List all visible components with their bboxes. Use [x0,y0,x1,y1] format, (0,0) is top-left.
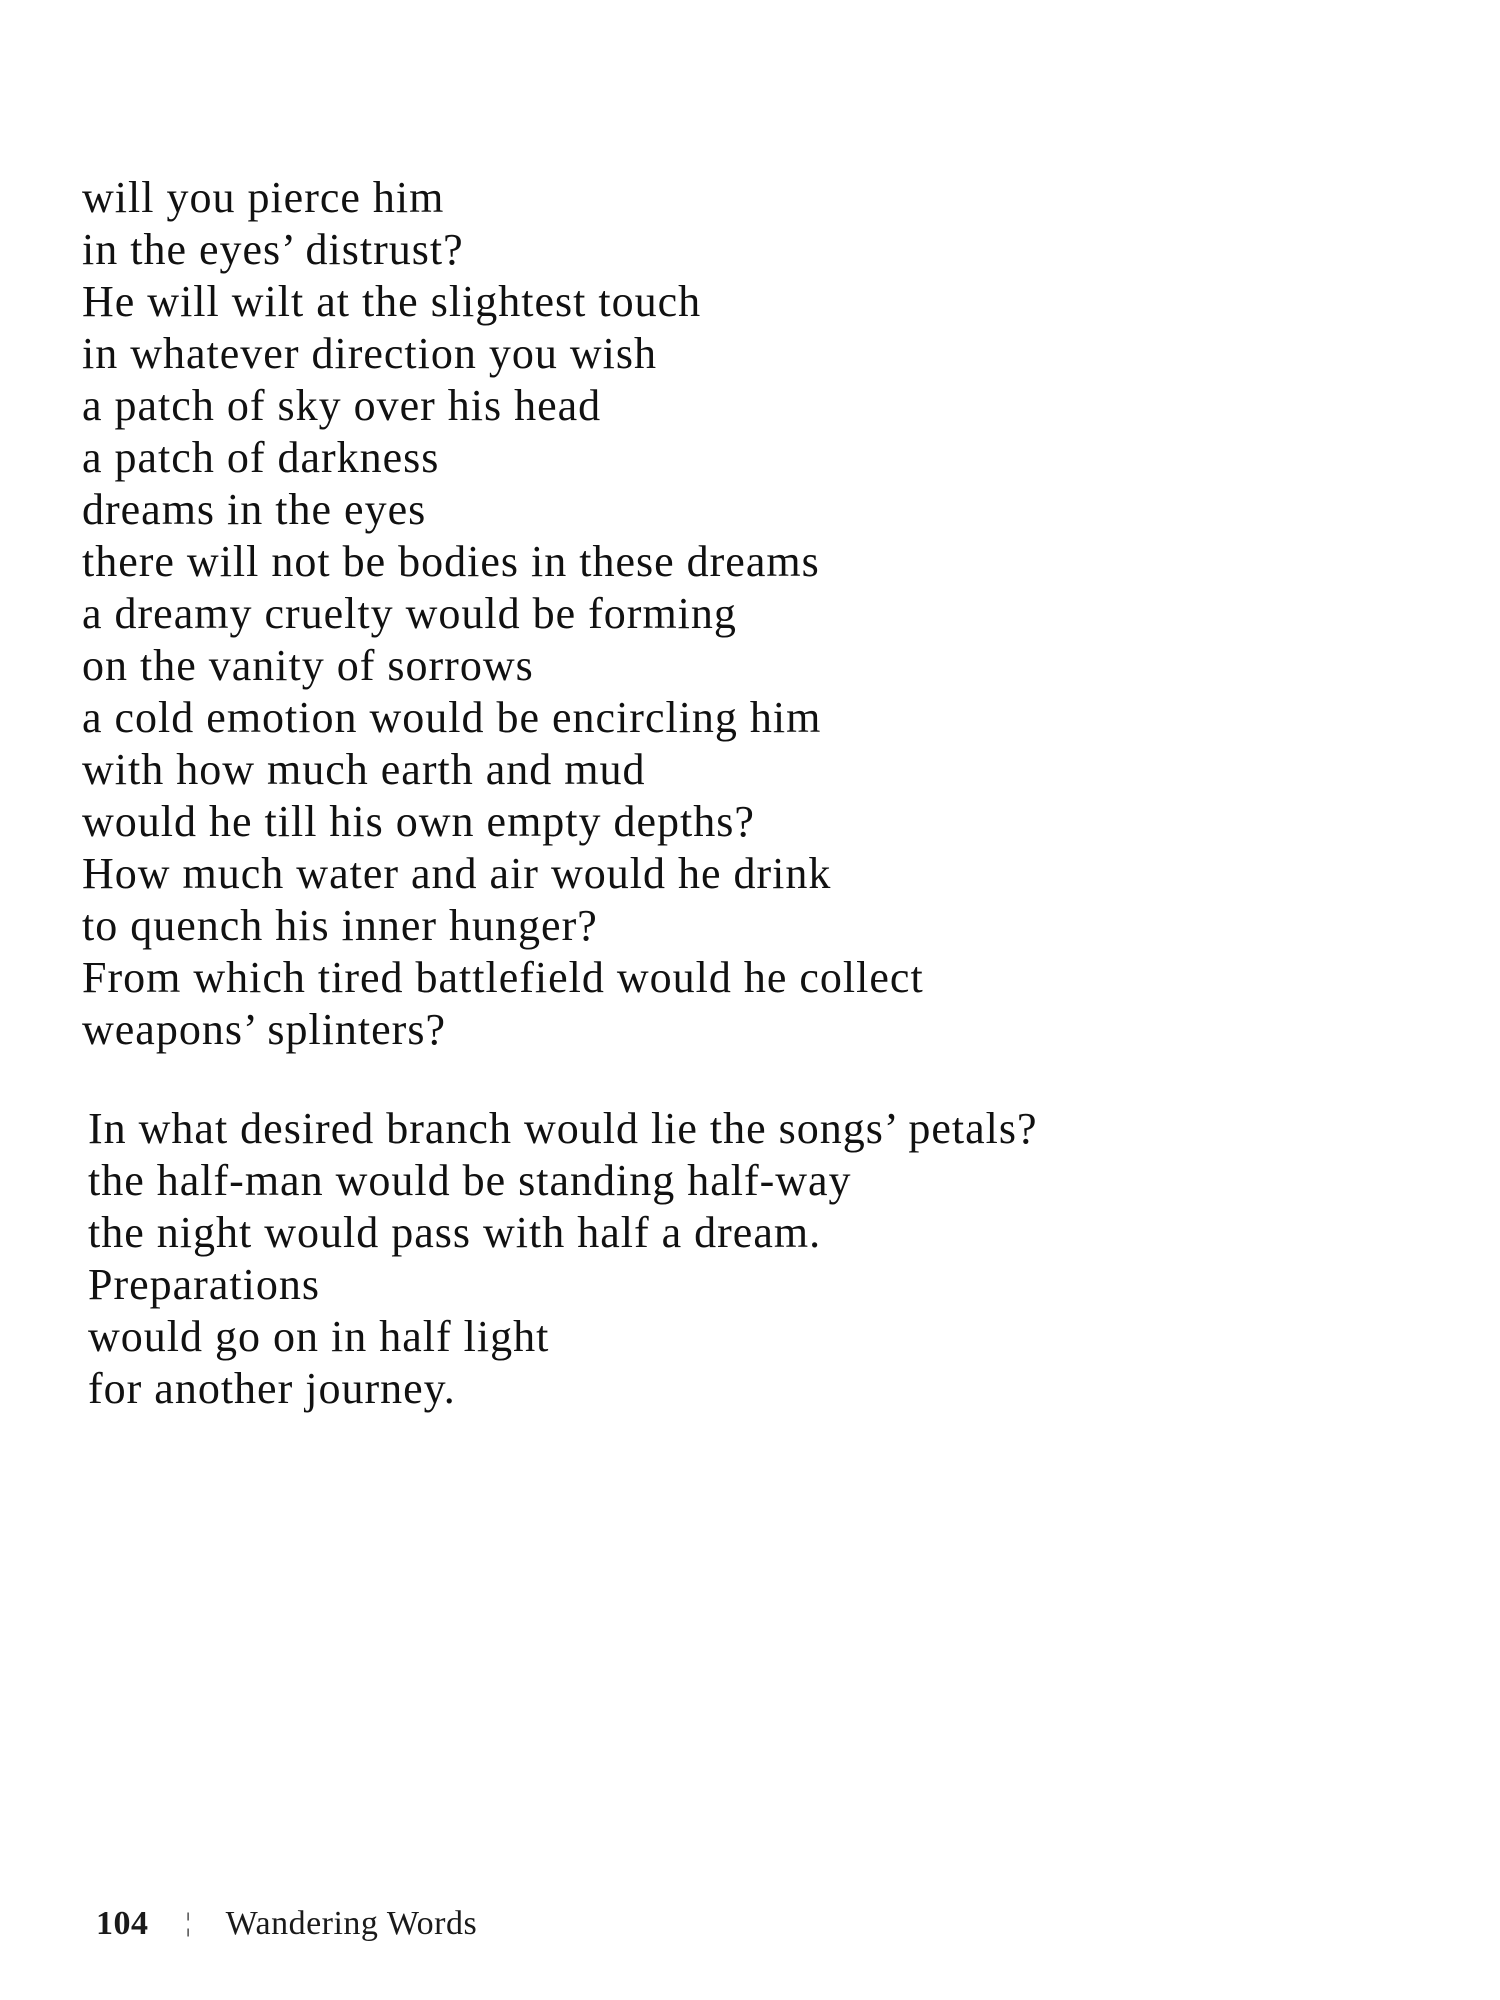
poem-line: will you pierce him [82,173,445,222]
poem-line: the night would pass with half a dream. [88,1208,822,1257]
poem-line: a patch of darkness [82,433,440,482]
poem-line: weapons’ splinters? [82,1005,446,1054]
poem-line: there will not be bodies in these dreams [82,537,820,586]
poem-line: In what desired branch would lie the songs’ petals? [88,1104,1038,1153]
page-footer [96,1905,477,1943]
poem-line: a cold emotion would be encircling him [82,693,822,742]
book-title: Wandering Words [225,1905,478,1942]
page-number: 104 [96,1905,149,1942]
footer-divider: ¦ [185,1908,192,1937]
poem-line: would he till his own empty depths? [82,797,755,846]
poem-stanza-2 [88,1103,1037,1415]
poem-line: on the vanity of sorrows [82,641,534,690]
poem-line: How much water and air would he drink [82,849,832,898]
poem-line: the half-man would be standing half-way [88,1156,852,1205]
poem-line: Preparations [88,1260,320,1309]
poem-line: He will wilt at the slightest touch [82,277,702,326]
poem-line: to quench his inner hunger? [82,901,598,950]
poem-line: with how much earth and mud [82,745,646,794]
poem-line: in whatever direction you wish [82,329,657,378]
poem-line: a patch of sky over his head [82,381,602,430]
poem-line: in the eyes’ distrust? [82,225,464,274]
poem-line: From which tired battlefield would he collect [82,953,924,1002]
poem-line: dreams in the eyes [82,485,427,534]
poem-line: a dreamy cruelty would be forming [82,589,737,638]
poem-stanza-1 [82,172,924,1056]
poem-line: for another journey. [88,1364,456,1413]
poem-line: would go on in half light [88,1312,550,1361]
